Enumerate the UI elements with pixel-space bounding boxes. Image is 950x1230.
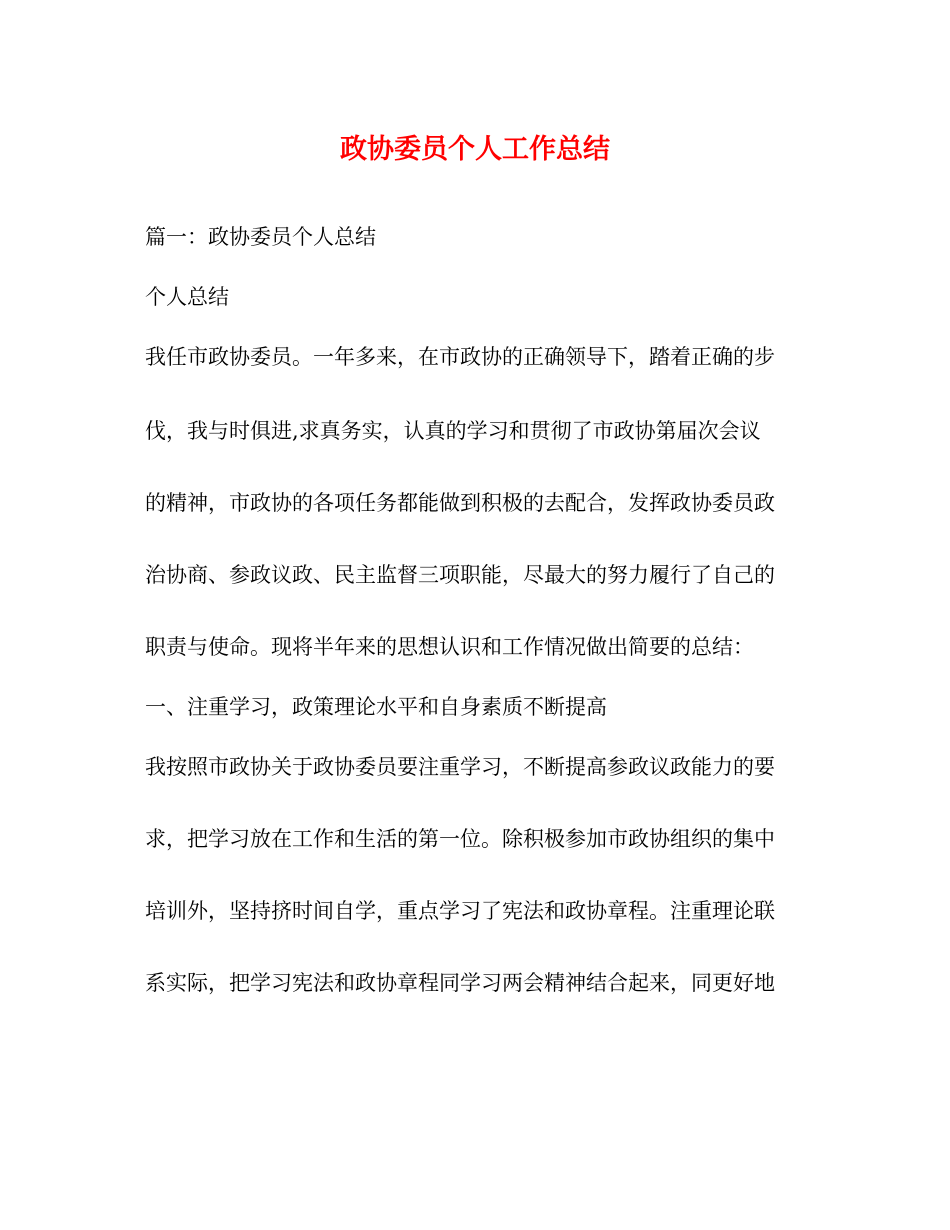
subheading: 个人总结 bbox=[145, 285, 229, 309]
paragraph-line: 的精神，市政协的各项任务都能做到积极的去配合，发挥政协委员政 bbox=[145, 491, 775, 515]
paragraph-line: 我按照市政协关于政协委员要注重学习，不断提高参政议政能力的要 bbox=[145, 755, 775, 779]
paragraph-line: 职责与使命。现将半年来的思想认识和工作情况做出简要的总结： bbox=[145, 635, 754, 659]
document-title: 政协委员个人工作总结 bbox=[340, 134, 610, 165]
section-heading: 一、注重学习，政策理论水平和自身素质不断提高 bbox=[145, 695, 607, 719]
paragraph-line: 伐，我与时俱进,求真务实，认真的学习和贯彻了市政协第届次会议 bbox=[145, 419, 761, 443]
paragraph-line: 培训外，坚持挤时间自学，重点学习了宪法和政协章程。注重理论联 bbox=[145, 899, 775, 923]
paragraph-line: 治协商、参政议政、民主监督三项职能，尽最大的努力履行了自己的 bbox=[145, 563, 775, 587]
section-heading: 篇一：政协委员个人总结 bbox=[145, 225, 376, 249]
paragraph-line: 求，把学习放在工作和生活的第一位。除积极参加市政协组织的集中 bbox=[145, 827, 775, 851]
paragraph-line: 系实际，把学习宪法和政协章程同学习两会精神结合起来，同更好地 bbox=[145, 971, 775, 995]
paragraph-line: 我任市政协委员。一年多来，在市政协的正确领导下，踏着正确的步 bbox=[145, 345, 775, 369]
